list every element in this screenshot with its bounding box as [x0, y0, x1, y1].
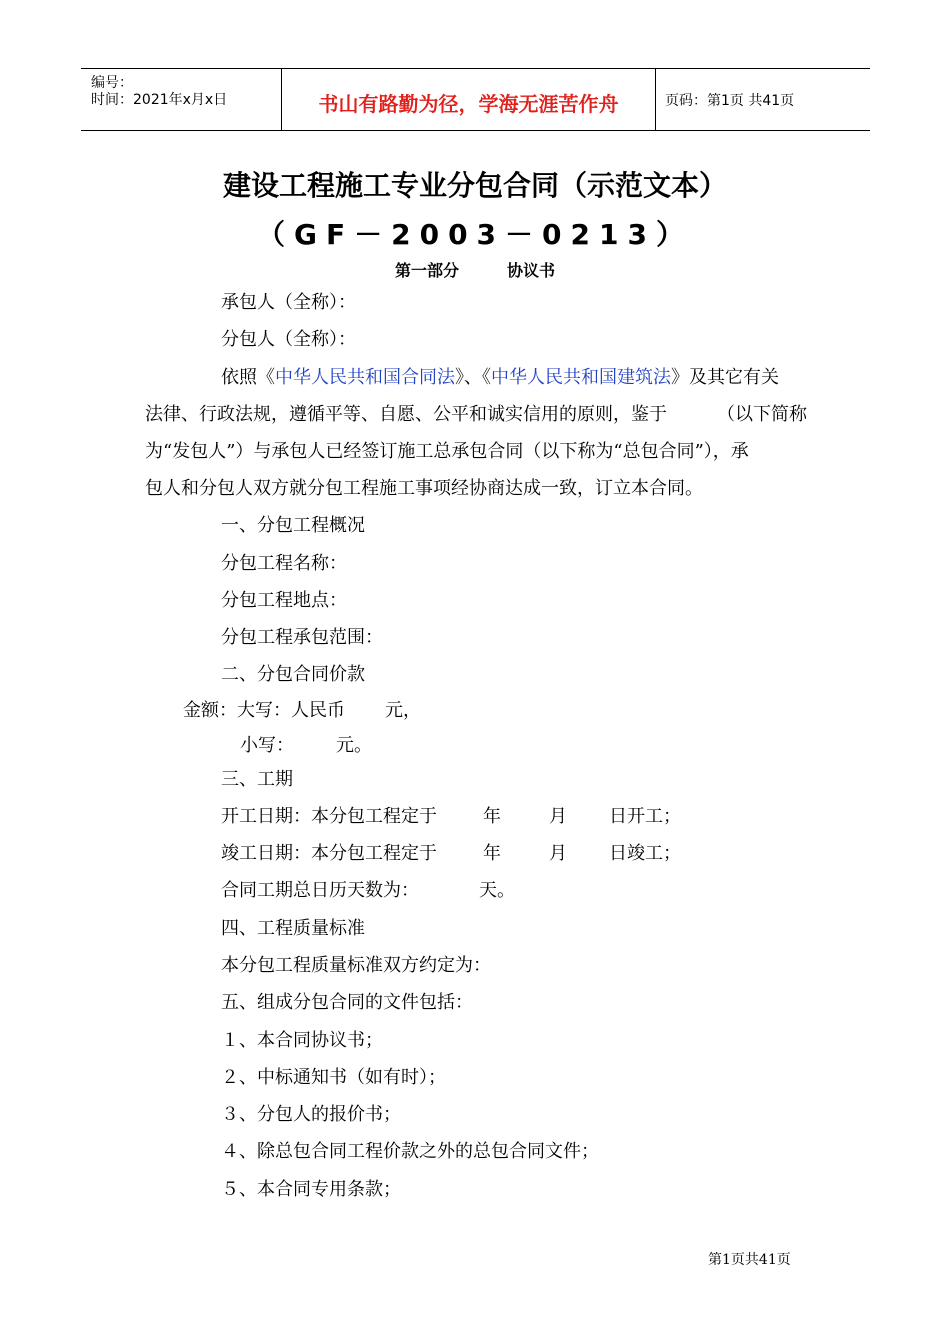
header-motto-cell — [282, 69, 656, 130]
total-days-line — [221, 880, 515, 902]
intro-text: 》、《 — [455, 367, 491, 388]
date-day: 日开工； — [609, 806, 681, 827]
page-info: 页码：第1页 共41页 — [665, 93, 795, 109]
section-5-heading: 五、组成分包合同的文件包括： — [221, 992, 473, 1013]
subcontractor-line: 分包人（全称）： — [221, 329, 356, 350]
time-label: 时间：2021年x月x日 — [91, 92, 228, 108]
intro-text: （以下简称 — [717, 404, 807, 425]
document-item: ２、中标通知书（如有时）； — [221, 1067, 446, 1088]
project-name-line: 分包工程名称： — [221, 553, 347, 574]
total-days-unit: 天。 — [479, 880, 515, 901]
date-label: 开工日期：本分包工程定于 — [221, 806, 437, 827]
quality-standard-line: 本分包工程质量标准双方约定为： — [221, 955, 491, 976]
document-item: ５、本合同专用条款； — [221, 1179, 401, 1200]
amount-label: 金额：大写：人民币 — [183, 700, 345, 721]
part-label: 第一部分 — [394, 261, 459, 280]
intro-line-4: 包人和分包人双方就分包工程施工事项经协商达成一致，订立本合同。 — [145, 478, 703, 499]
header-meta-cell — [81, 69, 282, 130]
start-date-line — [221, 806, 681, 828]
date-month: 月 — [549, 843, 567, 864]
intro-text: 依照《 — [221, 367, 275, 388]
part-heading — [0, 258, 950, 281]
construction-law-link[interactable]: 中华人民共和国建筑法 — [491, 367, 671, 388]
section-4-heading: 四、工程质量标准 — [221, 918, 365, 939]
intro-text: 法律、行政法规，遵循平等、自愿、公平和诚实信用的原则，鉴于 — [145, 404, 667, 425]
end-date-line — [221, 843, 681, 865]
intro-text: 》及其它有关 — [671, 367, 779, 388]
project-location-line: 分包工程地点： — [221, 590, 347, 611]
date-month: 月 — [549, 806, 567, 827]
project-scope-line: 分包工程承包范围： — [221, 627, 383, 648]
intro-line-1 — [221, 367, 779, 389]
document-title: 建设工程施工专业分包合同（示范文本） — [222, 169, 727, 202]
date-year: 年 — [483, 843, 501, 864]
section-3-heading: 三、工期 — [221, 769, 293, 790]
header-table — [81, 68, 870, 131]
amount-label: 小写： — [240, 735, 294, 756]
document-code: （GF－2003－0213） — [257, 218, 693, 251]
date-year: 年 — [483, 806, 501, 827]
section-1-heading: 一、分包工程概况 — [221, 515, 365, 536]
date-day: 日竣工； — [609, 843, 681, 864]
page-footer: 第1页共41页 — [708, 1252, 791, 1268]
contractor-line: 承包人（全称）： — [221, 292, 356, 313]
document-item: ３、分包人的报价书； — [221, 1104, 401, 1125]
intro-line-2 — [145, 404, 807, 426]
intro-line-3: 为“发包人”）与承包人已经签订施工总承包合同（以下称为“总包合同”），承 — [145, 441, 749, 462]
date-label: 竣工日期：本分包工程定于 — [221, 843, 437, 864]
amount-unit: 元， — [385, 700, 421, 721]
amount-lowercase-line — [240, 735, 372, 757]
number-label: 编号： — [91, 75, 133, 91]
amount-uppercase-line — [183, 700, 421, 722]
section-2-heading: 二、分包合同价款 — [221, 664, 365, 685]
amount-unit: 元。 — [336, 735, 372, 756]
document-item: ４、除总包合同工程价款之外的总包合同文件； — [221, 1141, 599, 1162]
document-item: １、本合同协议书； — [221, 1030, 383, 1051]
contract-law-link[interactable]: 中华人民共和国合同法 — [275, 367, 455, 388]
part-name: 协议书 — [507, 261, 556, 280]
motto: 书山有路勤为径，学海无涯苦作舟 — [318, 92, 619, 116]
total-days-label: 合同工期总日历天数为： — [221, 880, 419, 901]
